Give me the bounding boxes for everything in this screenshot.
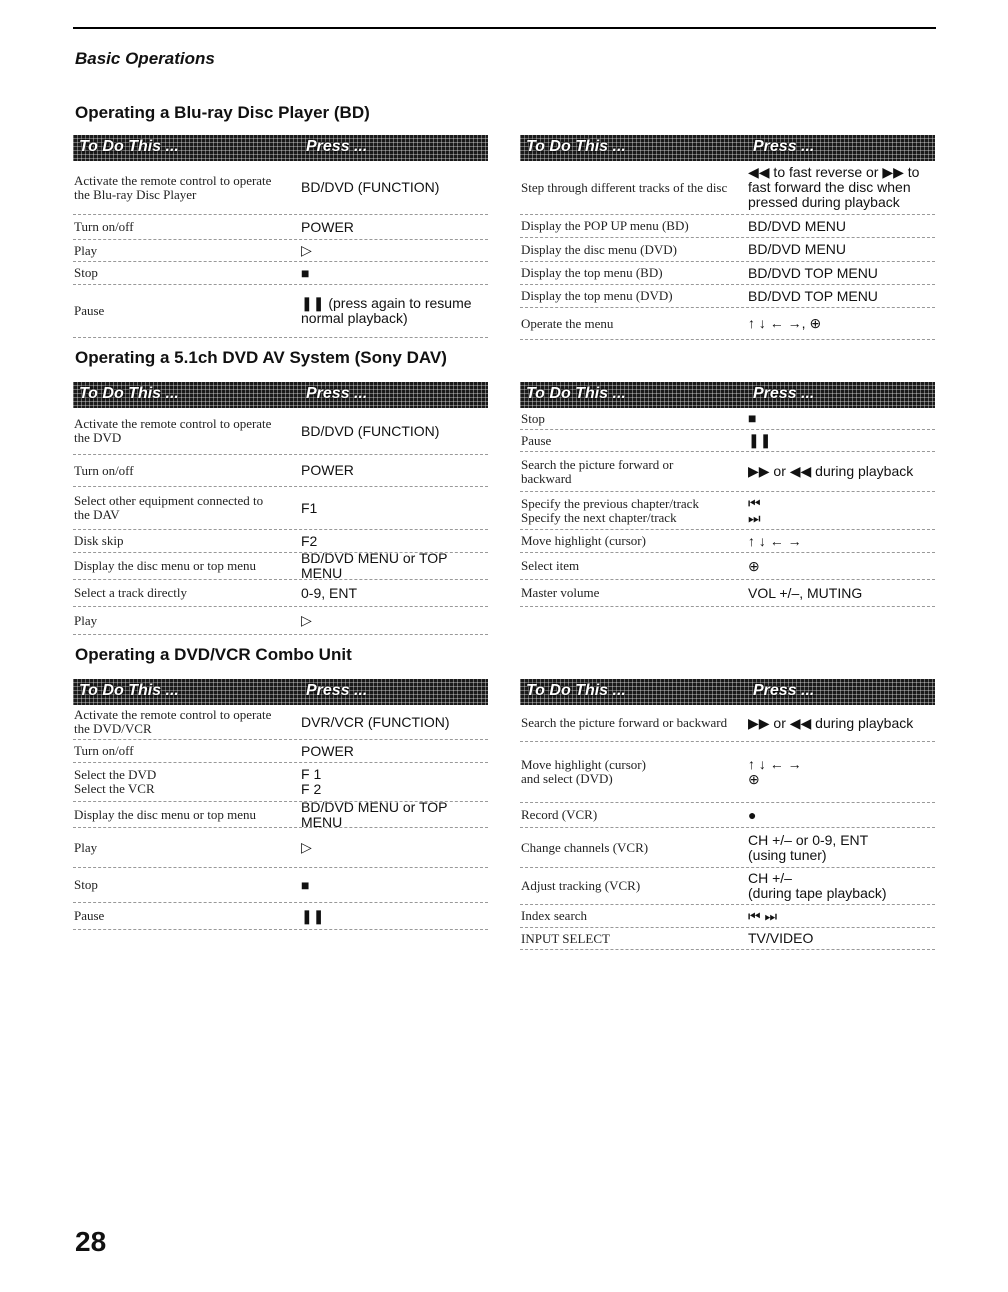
table-row (520, 452, 935, 492)
press-text: BD/DVD TOP MENU (748, 287, 878, 304)
command-table-1-right (520, 382, 935, 607)
action-text: Turn on/off (74, 743, 134, 758)
action-text: Stop (74, 265, 98, 280)
table-header (520, 135, 935, 161)
action-text: Operate the menu (521, 315, 614, 331)
table-row (520, 705, 935, 742)
press-text: DVR/VCR (FUNCTION) (301, 713, 450, 730)
table-row (73, 868, 488, 903)
action-text: Move highlight (cursor) and select (DVD) (521, 757, 646, 786)
action-text: Index search (521, 908, 588, 923)
press-text: 0-9, ENT (301, 584, 358, 601)
table-row (520, 408, 935, 430)
header-press: Press ... (753, 682, 815, 699)
table-row (520, 308, 935, 340)
press-text: ▷ (301, 839, 312, 855)
press-text: ⏮ ⏭ (748, 907, 778, 924)
header-todo: To Do This ... (79, 682, 179, 699)
command-table-0-left (73, 135, 488, 338)
action-text: Change channels (VCR) (521, 839, 649, 855)
action-text: Pause (74, 303, 105, 318)
table-row (520, 161, 935, 215)
table-row (520, 285, 935, 308)
page-number: 28 (75, 1226, 107, 1257)
action-text: Pause (521, 432, 552, 448)
action-text: Select a track directly (74, 585, 187, 600)
table-row (520, 262, 935, 285)
table-row (73, 828, 488, 868)
table-row (73, 580, 488, 607)
command-table-2-right (520, 679, 935, 950)
action-text: Select item (521, 558, 580, 573)
press-text: ❚❚ (301, 907, 325, 924)
heading-bd: Operating a Blu-ray Disc Player (BD) (75, 103, 370, 122)
press-text: CH +/– or 0-9, ENT (using tuner) (748, 831, 869, 863)
press-text: F1 (301, 499, 318, 516)
table-row (73, 798, 488, 830)
press-text: ● (748, 806, 757, 823)
table-row (73, 455, 488, 487)
action-text: Specify the previous chapter/track Specify the next chapter/track (521, 495, 699, 525)
table-header (73, 679, 488, 705)
header-press: Press ... (753, 138, 815, 155)
action-text: Play (74, 612, 98, 628)
header-press: Press ... (306, 138, 368, 155)
command-table-1-left (73, 382, 488, 635)
press-text: ↑ ↓ ← → ⊕ (748, 756, 802, 787)
table-row (73, 705, 488, 740)
press-text: ■ (301, 264, 310, 281)
action-text: Display the top menu (DVD) (521, 288, 673, 303)
table-row (520, 905, 935, 928)
action-text: Disk skip (74, 533, 124, 548)
table-row (520, 238, 935, 262)
press-text: ⏮ ⏭ (748, 494, 761, 526)
action-text: Move highlight (cursor) (521, 533, 646, 548)
table-row (520, 215, 935, 238)
press-text: BD/DVD MENU (748, 217, 847, 234)
press-text: POWER (301, 218, 354, 235)
table-header (520, 679, 935, 705)
press-text: F2 (301, 532, 318, 549)
table-header (520, 382, 935, 408)
action-text: Adjust tracking (VCR) (521, 878, 641, 893)
press-text: ❚❚ (press again to resume normal playback) (301, 295, 472, 326)
table-row (520, 580, 935, 607)
press-text: BD/DVD (FUNCTION) (301, 179, 440, 195)
press-text: BD/DVD MENU or TOP MENU (301, 550, 448, 581)
header-todo: To Do This ... (526, 138, 626, 155)
table-row (520, 553, 935, 580)
table-row (520, 530, 935, 553)
press-text: POWER (301, 742, 354, 759)
press-text: ■ (301, 876, 310, 893)
press-text: ▷ (301, 612, 312, 628)
section-label: Basic Operations (75, 49, 215, 68)
action-text: Play (74, 839, 98, 855)
table-row (73, 262, 488, 285)
action-text: Activate the remote control to operate the Blu-ray Disc Player (74, 172, 272, 202)
action-text: Step through different tracks of the disc (521, 179, 728, 195)
action-text: Search the picture forward or backward (521, 456, 674, 486)
table-row (73, 740, 488, 763)
action-text: Turn on/off (74, 462, 134, 478)
header-todo: To Do This ... (526, 385, 626, 402)
press-text: BD/DVD TOP MENU (748, 264, 878, 281)
table-row (73, 763, 488, 802)
action-text: Select the DVD Select the VCR (74, 767, 157, 796)
action-text: Stop (521, 410, 545, 426)
press-text: ▶▶ or ◀◀ during playback (748, 714, 914, 731)
press-text: ■ (748, 410, 757, 426)
heading-dav: Operating a 5.1ch DVD AV System (Sony DAV) (75, 348, 447, 367)
action-text: Display the disc menu or top menu (74, 558, 256, 573)
header-press: Press ... (306, 385, 368, 402)
table-row (520, 742, 935, 803)
table-row (73, 240, 488, 262)
table-row (73, 607, 488, 635)
table-row (520, 868, 935, 905)
action-text: Record (VCR) (521, 807, 598, 822)
command-table-2-left (73, 679, 488, 930)
press-text: ⊕ (748, 557, 760, 574)
action-text: Master volume (521, 585, 600, 600)
press-text: VOL +/–, MUTING (748, 584, 863, 601)
press-text: F 1 F 2 (301, 766, 322, 797)
table-row (520, 928, 935, 950)
action-text: INPUT SELECT (521, 930, 610, 946)
press-text: ↑ ↓ ← →, ⊕ (748, 315, 822, 331)
action-text: Display the POP UP menu (BD) (521, 218, 689, 233)
press-text: BD/DVD MENU or TOP MENU (301, 798, 448, 830)
header-todo: To Do This ... (79, 138, 179, 155)
press-text: ▷ (301, 242, 312, 258)
table-row (73, 408, 488, 455)
header-press: Press ... (306, 682, 368, 699)
action-text: Stop (74, 877, 98, 892)
command-table-0-right (520, 135, 935, 340)
table-row (73, 215, 488, 240)
table-row (520, 803, 935, 828)
header-todo: To Do This ... (526, 682, 626, 699)
action-text: Select other equipment connected to the DAV (74, 493, 264, 522)
action-text: Activate the remote control to operate the DVD/VCR (74, 707, 272, 736)
action-text: Display the disc menu (DVD) (521, 241, 677, 257)
table-row (520, 430, 935, 452)
press-text: POWER (301, 462, 354, 478)
heading-dvdvcr: Operating a DVD/VCR Combo Unit (75, 645, 352, 664)
table-row (73, 550, 488, 581)
press-text: ❚❚ (748, 432, 772, 448)
header-press: Press ... (753, 385, 815, 402)
table-row (73, 487, 488, 530)
table-header (73, 382, 488, 408)
press-text: CH +/– (during tape playback) (748, 870, 887, 901)
press-text: ▶▶ or ◀◀ during playback (748, 463, 914, 479)
press-text: BD/DVD (FUNCTION) (301, 422, 440, 439)
action-text: Search the picture forward or backward (521, 715, 728, 730)
table-row (73, 285, 488, 338)
table-row (73, 161, 488, 215)
action-text: Activate the remote control to operate the DVD (74, 416, 272, 445)
press-text: ↑ ↓ ← → (748, 532, 802, 549)
action-text: Display the top menu (BD) (521, 265, 663, 280)
press-text: ◀◀ to fast reverse or ▶▶ to fast forward the disc when pressed during playback (748, 164, 920, 210)
table-row (73, 903, 488, 930)
action-text: Display the disc menu or top menu (74, 806, 256, 822)
action-text: Pause (74, 908, 105, 923)
action-text: Turn on/off (74, 219, 134, 234)
table-header (73, 135, 488, 161)
table-row (520, 828, 935, 868)
action-text: Play (74, 242, 98, 258)
press-text: TV/VIDEO (748, 930, 814, 946)
press-text: BD/DVD MENU (748, 241, 847, 257)
table-row (520, 492, 935, 530)
top-rule (73, 27, 936, 29)
header-todo: To Do This ... (79, 385, 179, 402)
